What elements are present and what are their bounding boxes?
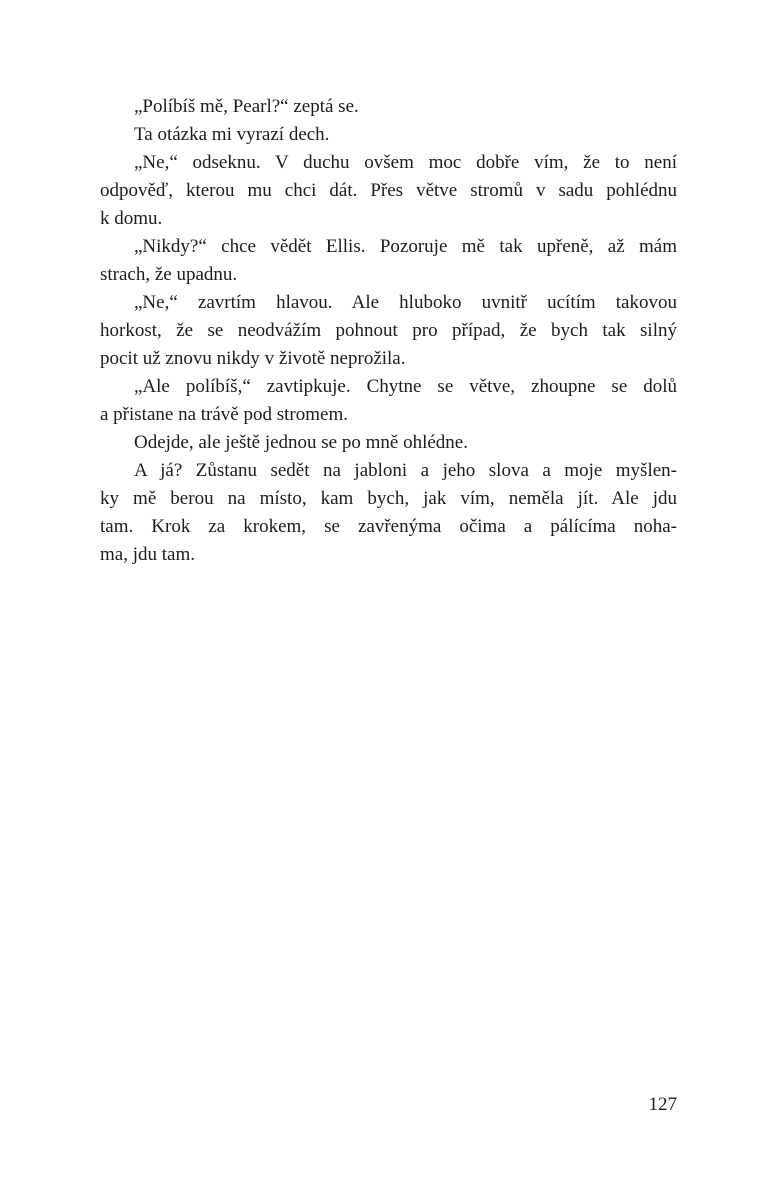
text-line: odpověď, kterou mu chci dát. Přes větve stromů v sadu pohlédnu	[100, 180, 677, 201]
text-line: „Nikdy?“ chce vědět Ellis. Pozoruje mě tak upřeně, až mám	[134, 236, 677, 257]
text-line: pocit už znovu nikdy v životě neprožila.	[100, 348, 406, 369]
text-line: Odejde, ale ještě jednou se po mně ohlédne.	[134, 432, 468, 453]
text-line: strach, že upadnu.	[100, 264, 238, 285]
page-number: 127	[648, 1094, 677, 1115]
text-line: horkost, že se neodvážím pohnout pro případ, že bych tak silný	[100, 320, 677, 341]
text-line: k domu.	[100, 208, 163, 229]
text-line: tam. Krok za krokem, se zavřenýma očima a pálícíma noha-	[100, 516, 677, 537]
text-line: ky mě berou na místo, kam bych, jak vím, neměla jít. Ale jdu	[100, 488, 677, 509]
text-line: Ta otázka mi vyrazí dech.	[134, 124, 330, 145]
text-line: A já? Zůstanu sedět na jabloni a jeho slova a moje myšlen-	[134, 460, 677, 481]
text-line: „Políbíš mě, Pearl?“ zeptá se.	[134, 96, 359, 117]
text-line: „Ale políbíš,“ zavtipkuje. Chytne se větve, zhoupne se dolů	[134, 376, 677, 397]
text-line: a přistane na trávě pod stromem.	[100, 404, 348, 425]
text-line: „Ne,“ odseknu. V duchu ovšem moc dobře vím, že to není	[134, 152, 677, 173]
text-block	[100, 93, 677, 569]
text-line: ma, jdu tam.	[100, 544, 195, 565]
text-line: „Ne,“ zavrtím hlavou. Ale hluboko uvnitř ucítím takovou	[134, 292, 677, 313]
